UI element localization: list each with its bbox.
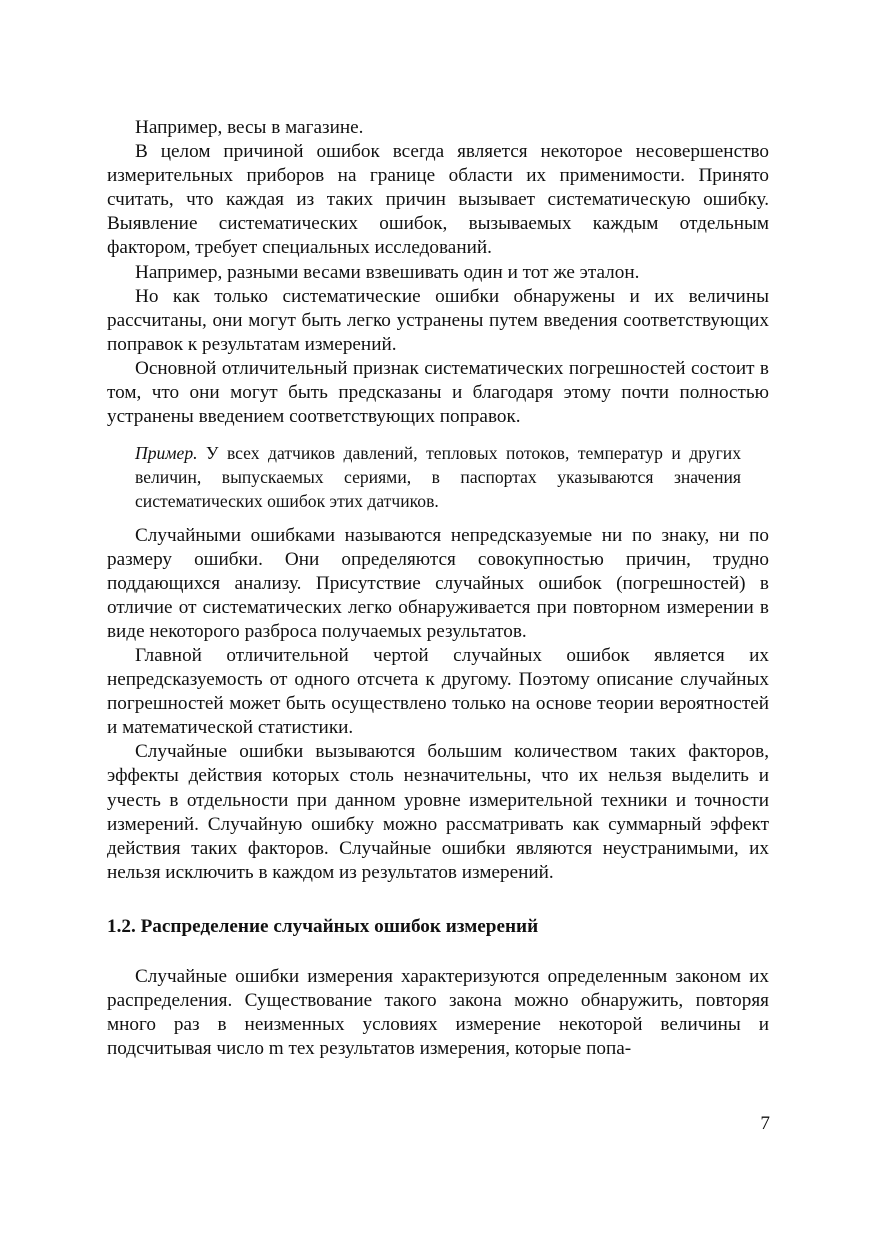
paragraph: Основной отличительный признак систематических погрешностей состоит в том, что они могут быть предсказаны и благодаря этому почти полностью устранены введением соответствующих поправок. [107, 357, 769, 428]
paragraph: Случайные ошибки вызываются большим количеством таких факторов, эффекты действия которых столь незначительны, что их нельзя выделить и учесть в отдельности при данном уровне измерительной техники и точности измерений. Случайную ошибку можно рассматривать как суммарный эффект действия таких факторов. Случайные ошибки являются неустранимыми, их нельзя исключить в каждом из результатов измерений. [107, 741, 769, 883]
paragraph: Но как только систематические ошибки обнаружены и их величины рассчитаны, они могут быть легко устранены путем введения соответствующих поправок к результатам измерений. [107, 285, 769, 355]
page-body [107, 116, 769, 1061]
example-block [107, 441, 769, 513]
example-lead: Пример. [135, 443, 198, 464]
paragraph: Например, разными весами взвешивать один и тот же эталон. [135, 261, 640, 283]
page-number: 7 [760, 1113, 770, 1134]
paragraph: Например, весы в магазине. [135, 117, 364, 138]
paragraph: Главной отличительной чертой случайных ошибок является их непредсказуемость от одного отсчета к другому. Поэтому описание случайных погрешностей может быть осуществлено только на основе теории вероятностей и математической статистики. [107, 644, 769, 739]
paragraph: В целом причиной ошибок всегда является некоторое несовершенство измерительных приборов на границе области их применимости. Принято считать, что каждая из таких причин вызывает систематическую ошибку. Выявление систематических ошибок, вызываемых каждым отдельным фактором, требует специальных исследований. [107, 141, 769, 259]
paragraph: Случайными ошибками называются непредсказуемые ни по знаку, ни по размеру ошибки. Они определяются совокупностью причин, трудно поддающихся анализу. Присутствие случайных ошибок (погрешностей) в отличие от систематических легко обнаруживается при повторном измерении в виде некоторого разброса получаемых результатов. [107, 524, 769, 642]
paragraph: Случайные ошибки измерения характеризуются определенным законом их распределения. Существование такого закона можно обнаружить, повторяя много раз в неизменных условиях измерение некоторой величины и подсчитывая число m тех результатов измерения, которые попа- [107, 965, 769, 1060]
example-text: У всех датчиков давлений, тепловых потоков, температур и других величин, выпускаемых сериями, в паспортах указываются значения систематических ошибок этих датчиков. [135, 443, 741, 512]
section-heading: 1.2. Распределение случайных ошибок измерений [107, 915, 539, 937]
